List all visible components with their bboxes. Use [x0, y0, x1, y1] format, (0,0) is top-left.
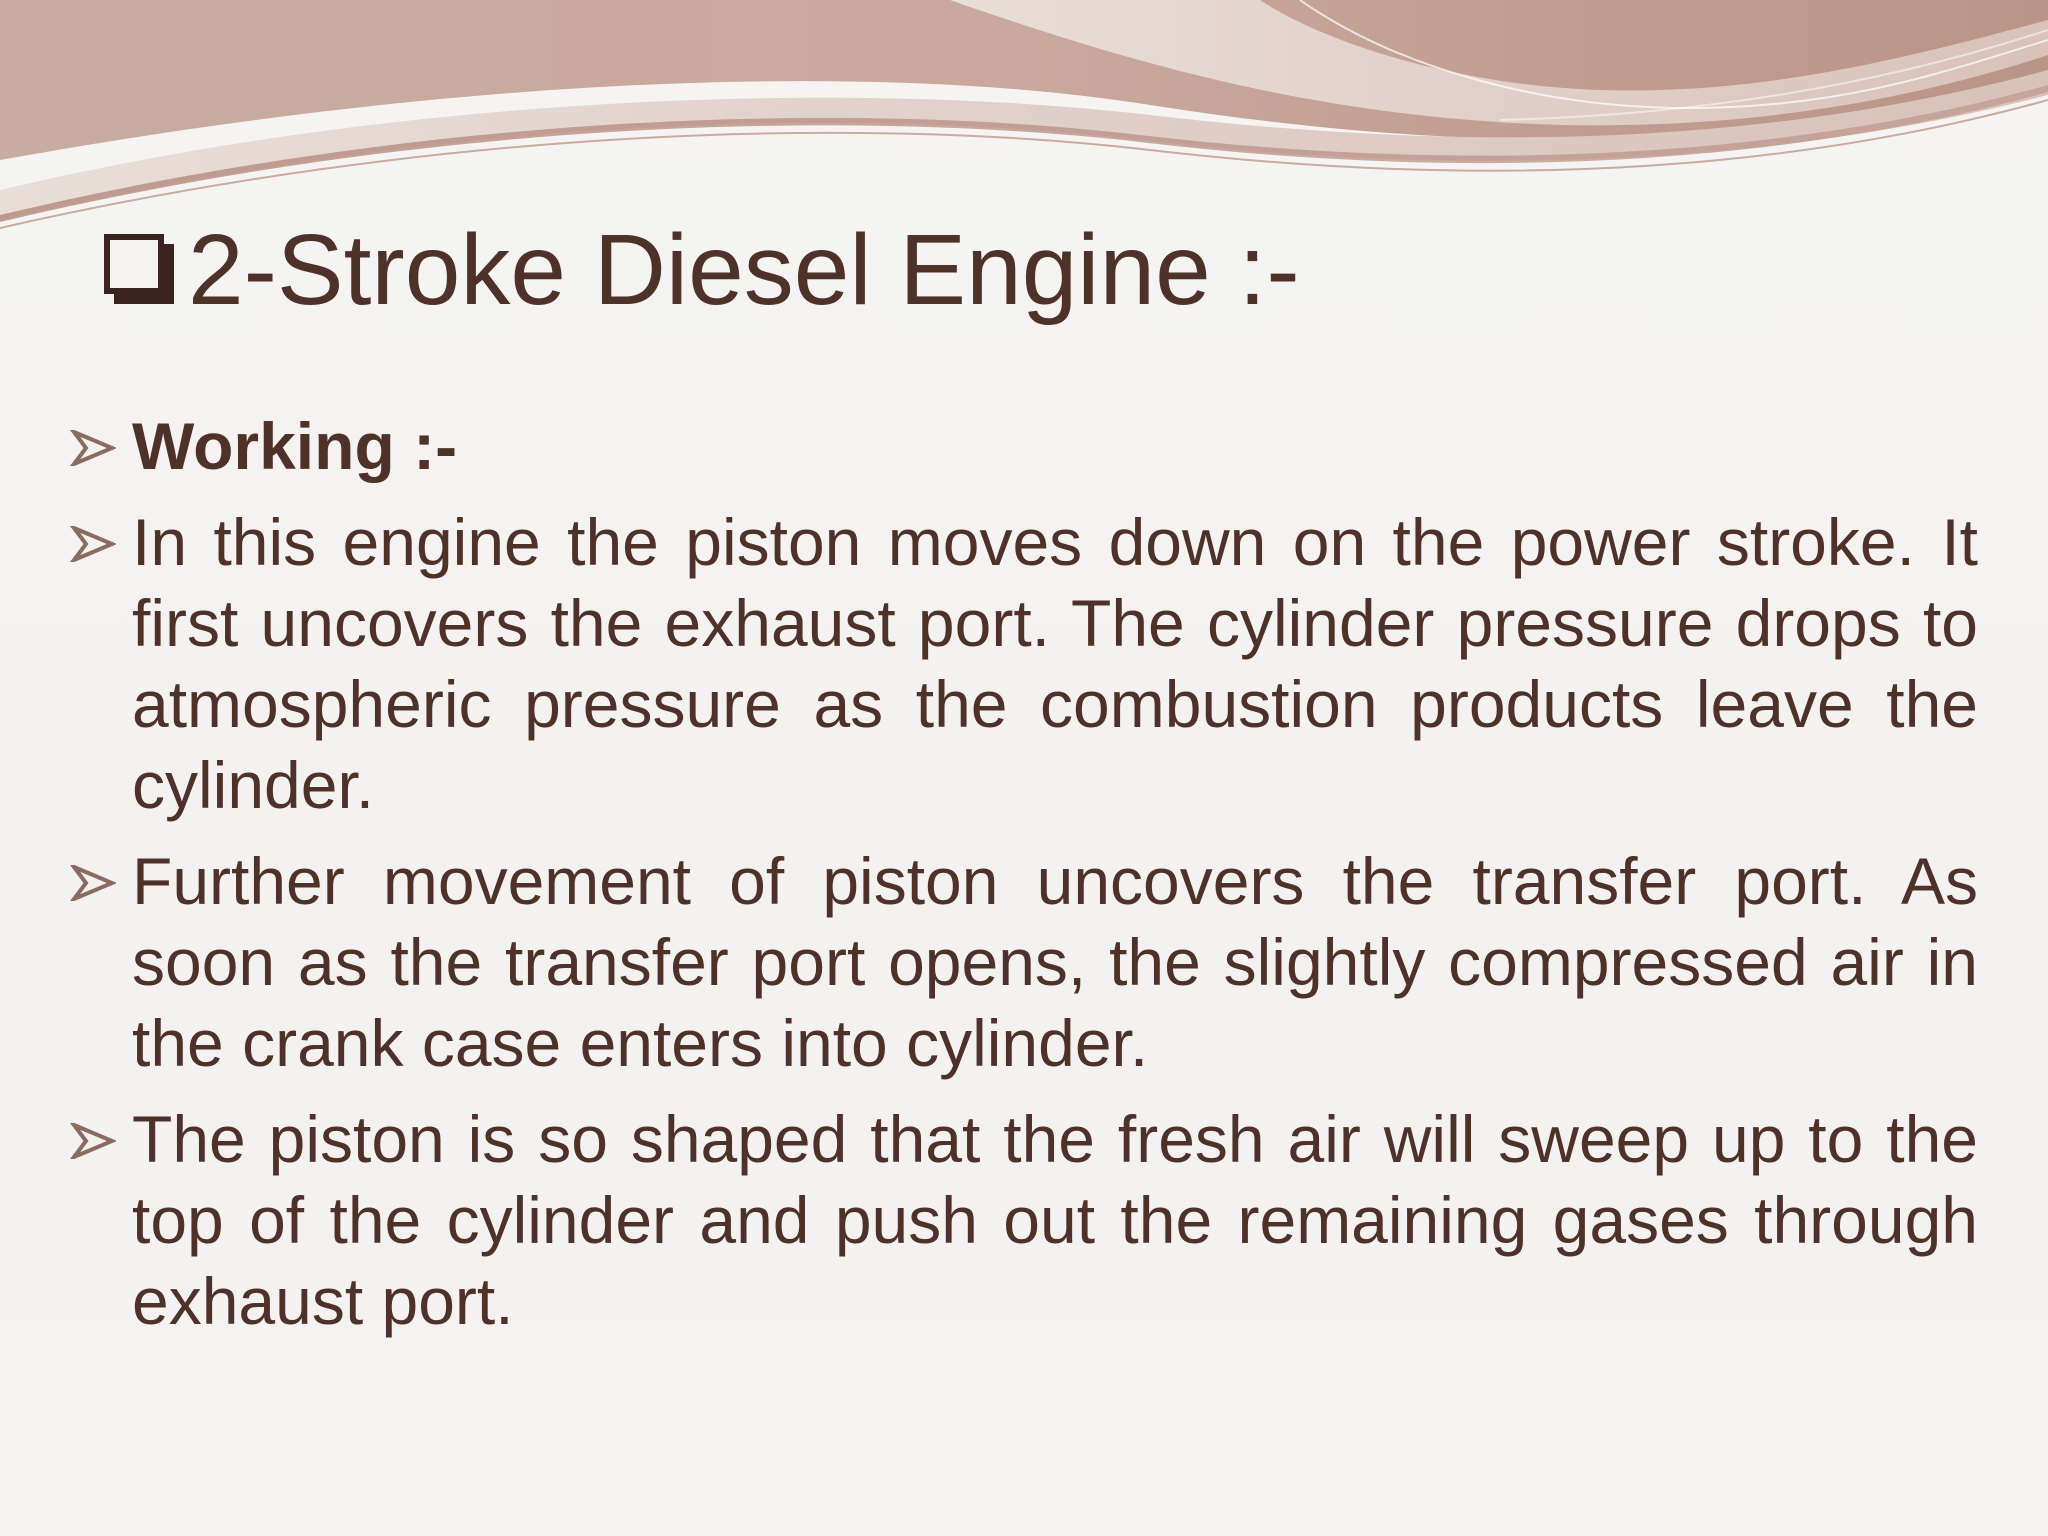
- arrowhead-bullet-icon: [70, 865, 116, 901]
- bullet-item: [70, 1099, 1978, 1342]
- bullet-item: [70, 502, 1978, 826]
- bullet-item: [70, 841, 1978, 1084]
- header-swoosh-decoration: [0, 0, 2048, 240]
- bullet-heading-working: Working :-: [132, 409, 458, 483]
- slide-title-row: [104, 210, 1300, 330]
- arrowhead-bullet-icon: [70, 430, 116, 466]
- bullet-text-fresh-air: The piston is so shaped that the fresh air will sweep up to the top of the cylinder and push out the remaining gases through exhaust port.: [132, 1102, 1978, 1338]
- arrowhead-bullet-icon: [70, 526, 116, 562]
- slide-title: 2-Stroke Diesel Engine :-: [188, 214, 1300, 326]
- bullet-text-power-stroke: In this engine the piston moves down on the power stroke. It first uncovers the exhaust port. The cylinder pressure drops to atmospheric pressure as the combustion products leave the cylinder.: [132, 505, 1978, 822]
- bullet-text-transfer-port: Further movement of piston uncovers the transfer port. As soon as the transfer port opens, the slightly compressed air in the crank case enters into cylinder.: [132, 844, 1978, 1080]
- bullet-item: [70, 406, 1978, 487]
- bullet-list: [70, 406, 1978, 1342]
- arrowhead-bullet-icon: [70, 1123, 116, 1159]
- square-bullet-icon: [104, 234, 176, 306]
